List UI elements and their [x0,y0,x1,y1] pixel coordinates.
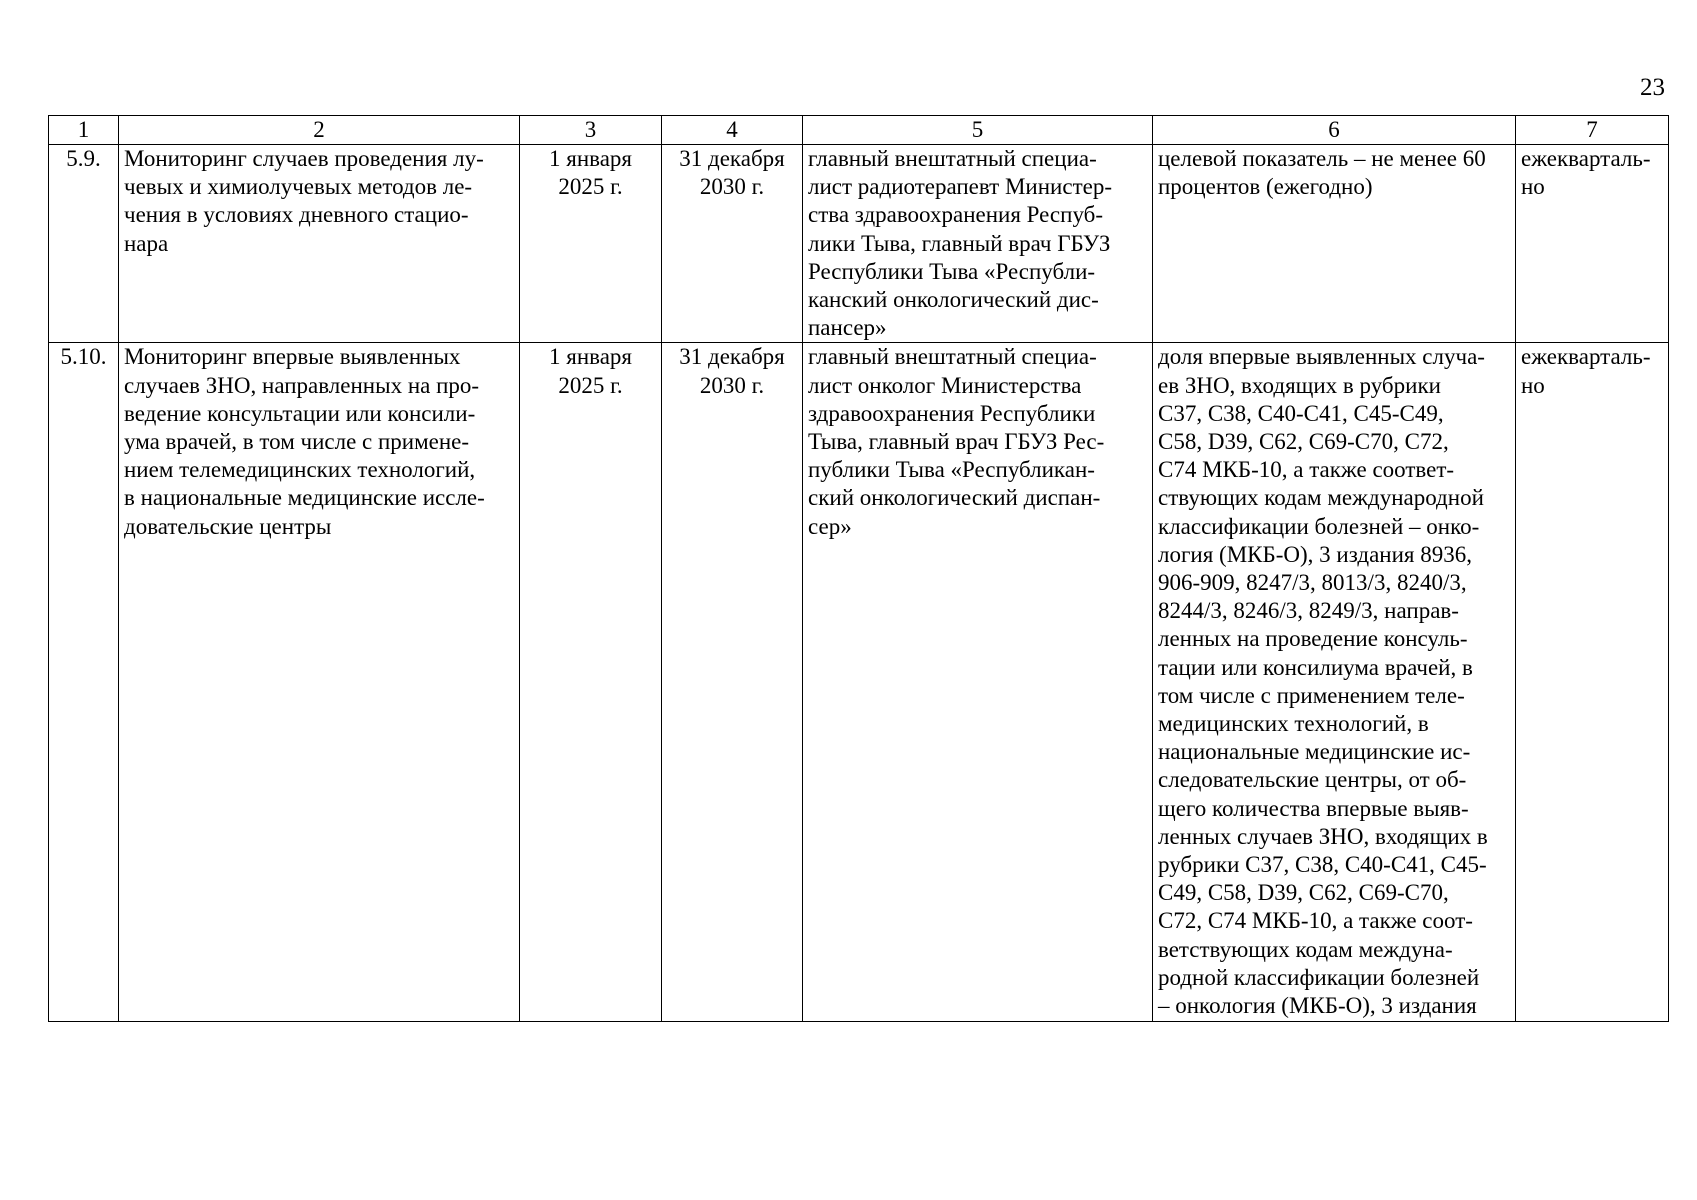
text-line: ведение консультации или консили- [124,400,476,426]
text-line: 2030 г. [699,174,765,200]
text-line: сер» [808,513,852,539]
activity-cell [119,343,520,1022]
text-line: логия (МКБ-О), 3 издания 8936, [1158,541,1472,567]
text-line: 2030 г. [699,372,765,398]
end-date-cell [662,343,803,1022]
text-line: довательские центры [124,513,332,539]
table-row [49,145,1669,343]
text-line: главный внештатный специа- [808,146,1097,171]
column-header-1: 1 [49,116,119,145]
text-line: ленных на проведение консуль- [1158,626,1468,652]
text-line: публики Тыва «Республикан- [808,457,1095,483]
text-line: чевых и химиолучевых методов ле- [124,174,473,200]
text-line: классификации болезней – онко- [1158,513,1480,539]
text-line: но [1521,174,1545,200]
text-line: 31 декабря [679,146,785,171]
text-line: ежекварталь- [1521,344,1651,370]
text-line: том числе с применением теле- [1158,682,1465,708]
text-line: родной классификации болезней [1158,964,1480,990]
start-date-cell [520,343,662,1022]
text-line: национальные медицинские ис- [1158,739,1471,765]
text-line: рубрики C37, C38, C40-C41, C45- [1158,852,1487,878]
text-line: ежекварталь- [1521,146,1651,171]
text-line: Мониторинг случаев проведения лу- [124,146,484,171]
row-number: 5.9. [49,145,119,343]
text-line: но [1521,372,1545,398]
text-line: доля впервые выявленных случа- [1158,344,1485,370]
text-line: медицинских технологий, в [1158,711,1429,737]
text-line: в национальные медицинские иссле- [124,485,485,511]
text-line: 31 декабря [679,344,785,370]
text-line: лист радиотерапевт Министер- [808,174,1112,200]
table-header-row [49,116,1669,145]
text-line: 2025 г. [558,372,623,398]
text-line: C72, C74 МКБ-10, а также соот- [1158,908,1473,934]
text-line: случаев ЗНО, направленных на про- [124,372,480,398]
frequency-cell [1516,145,1669,343]
text-line: пансер» [808,315,887,341]
column-header-7: 7 [1516,116,1669,145]
text-line: ветствующих кодам междуна- [1158,936,1453,962]
text-line: лики Тыва, главный врач ГБУЗ [808,230,1111,256]
text-line: C74 МКБ-10, а также соответ- [1158,457,1455,483]
text-line: нием телемедицинских технологий, [124,457,476,483]
text-line: щего количества впервые выяв- [1158,795,1469,821]
text-line: чения в условиях дневного стацио- [124,202,469,228]
text-line: C58, D39, C62, C69-C70, C72, [1158,429,1449,455]
text-line: 1 января [549,344,632,370]
document-table [48,115,1669,1022]
text-line: главный внештатный специа- [808,344,1097,370]
column-header-5: 5 [803,116,1153,145]
text-line: Тыва, главный врач ГБУЗ Рес- [808,429,1105,455]
text-line: – онкология (МКБ-О), 3 издания [1158,993,1477,1019]
text-line: 906-909, 8247/3, 8013/3, 8240/3, [1158,570,1467,596]
column-header-2: 2 [119,116,520,145]
text-line: C49, C58, D39, C62, C69-C70, [1158,880,1449,906]
activity-cell [119,145,520,343]
column-header-6: 6 [1153,116,1516,145]
indicator-cell [1153,343,1516,1022]
text-line: нара [124,230,169,256]
end-date-cell [662,145,803,343]
text-line: ства здравоохранения Респуб- [808,202,1104,228]
column-header-3: 3 [520,116,662,145]
text-line: 1 января [549,146,632,171]
table-row [49,343,1669,1022]
text-line: здравоохранения Республики [808,400,1096,426]
text-line: ленных случаев ЗНО, входящих в [1158,823,1488,849]
page-number: 23 [1640,74,1665,101]
text-line: целевой показатель – не менее 60 [1158,146,1486,171]
column-header-4: 4 [662,116,803,145]
text-line: следовательские центры, от об- [1158,767,1467,793]
row-number: 5.10. [49,343,119,1022]
text-line: ума врачей, в том числе с примене- [124,429,470,455]
text-line: ский онкологический диспан- [808,485,1101,511]
text-line: 2025 г. [558,174,623,200]
text-line: канский онкологический дис- [808,287,1099,313]
text-line: процентов (ежегодно) [1158,174,1373,200]
text-line: ствующих кодам международной [1158,485,1484,511]
text-line: ев ЗНО, входящих в рубрики [1158,372,1441,398]
start-date-cell [520,145,662,343]
text-line: C37, C38, C40-C41, C45-C49, [1158,400,1444,426]
responsible-cell [803,145,1153,343]
text-line: Мониторинг впервые выявленных [124,344,461,370]
indicator-cell [1153,145,1516,343]
frequency-cell [1516,343,1669,1022]
text-line: тации или консилиума врачей, в [1158,654,1473,680]
responsible-cell [803,343,1153,1022]
text-line: 8244/3, 8246/3, 8249/3, направ- [1158,598,1459,624]
text-line: Республики Тыва «Республи- [808,258,1096,284]
text-line: лист онколог Министерства [808,372,1082,398]
